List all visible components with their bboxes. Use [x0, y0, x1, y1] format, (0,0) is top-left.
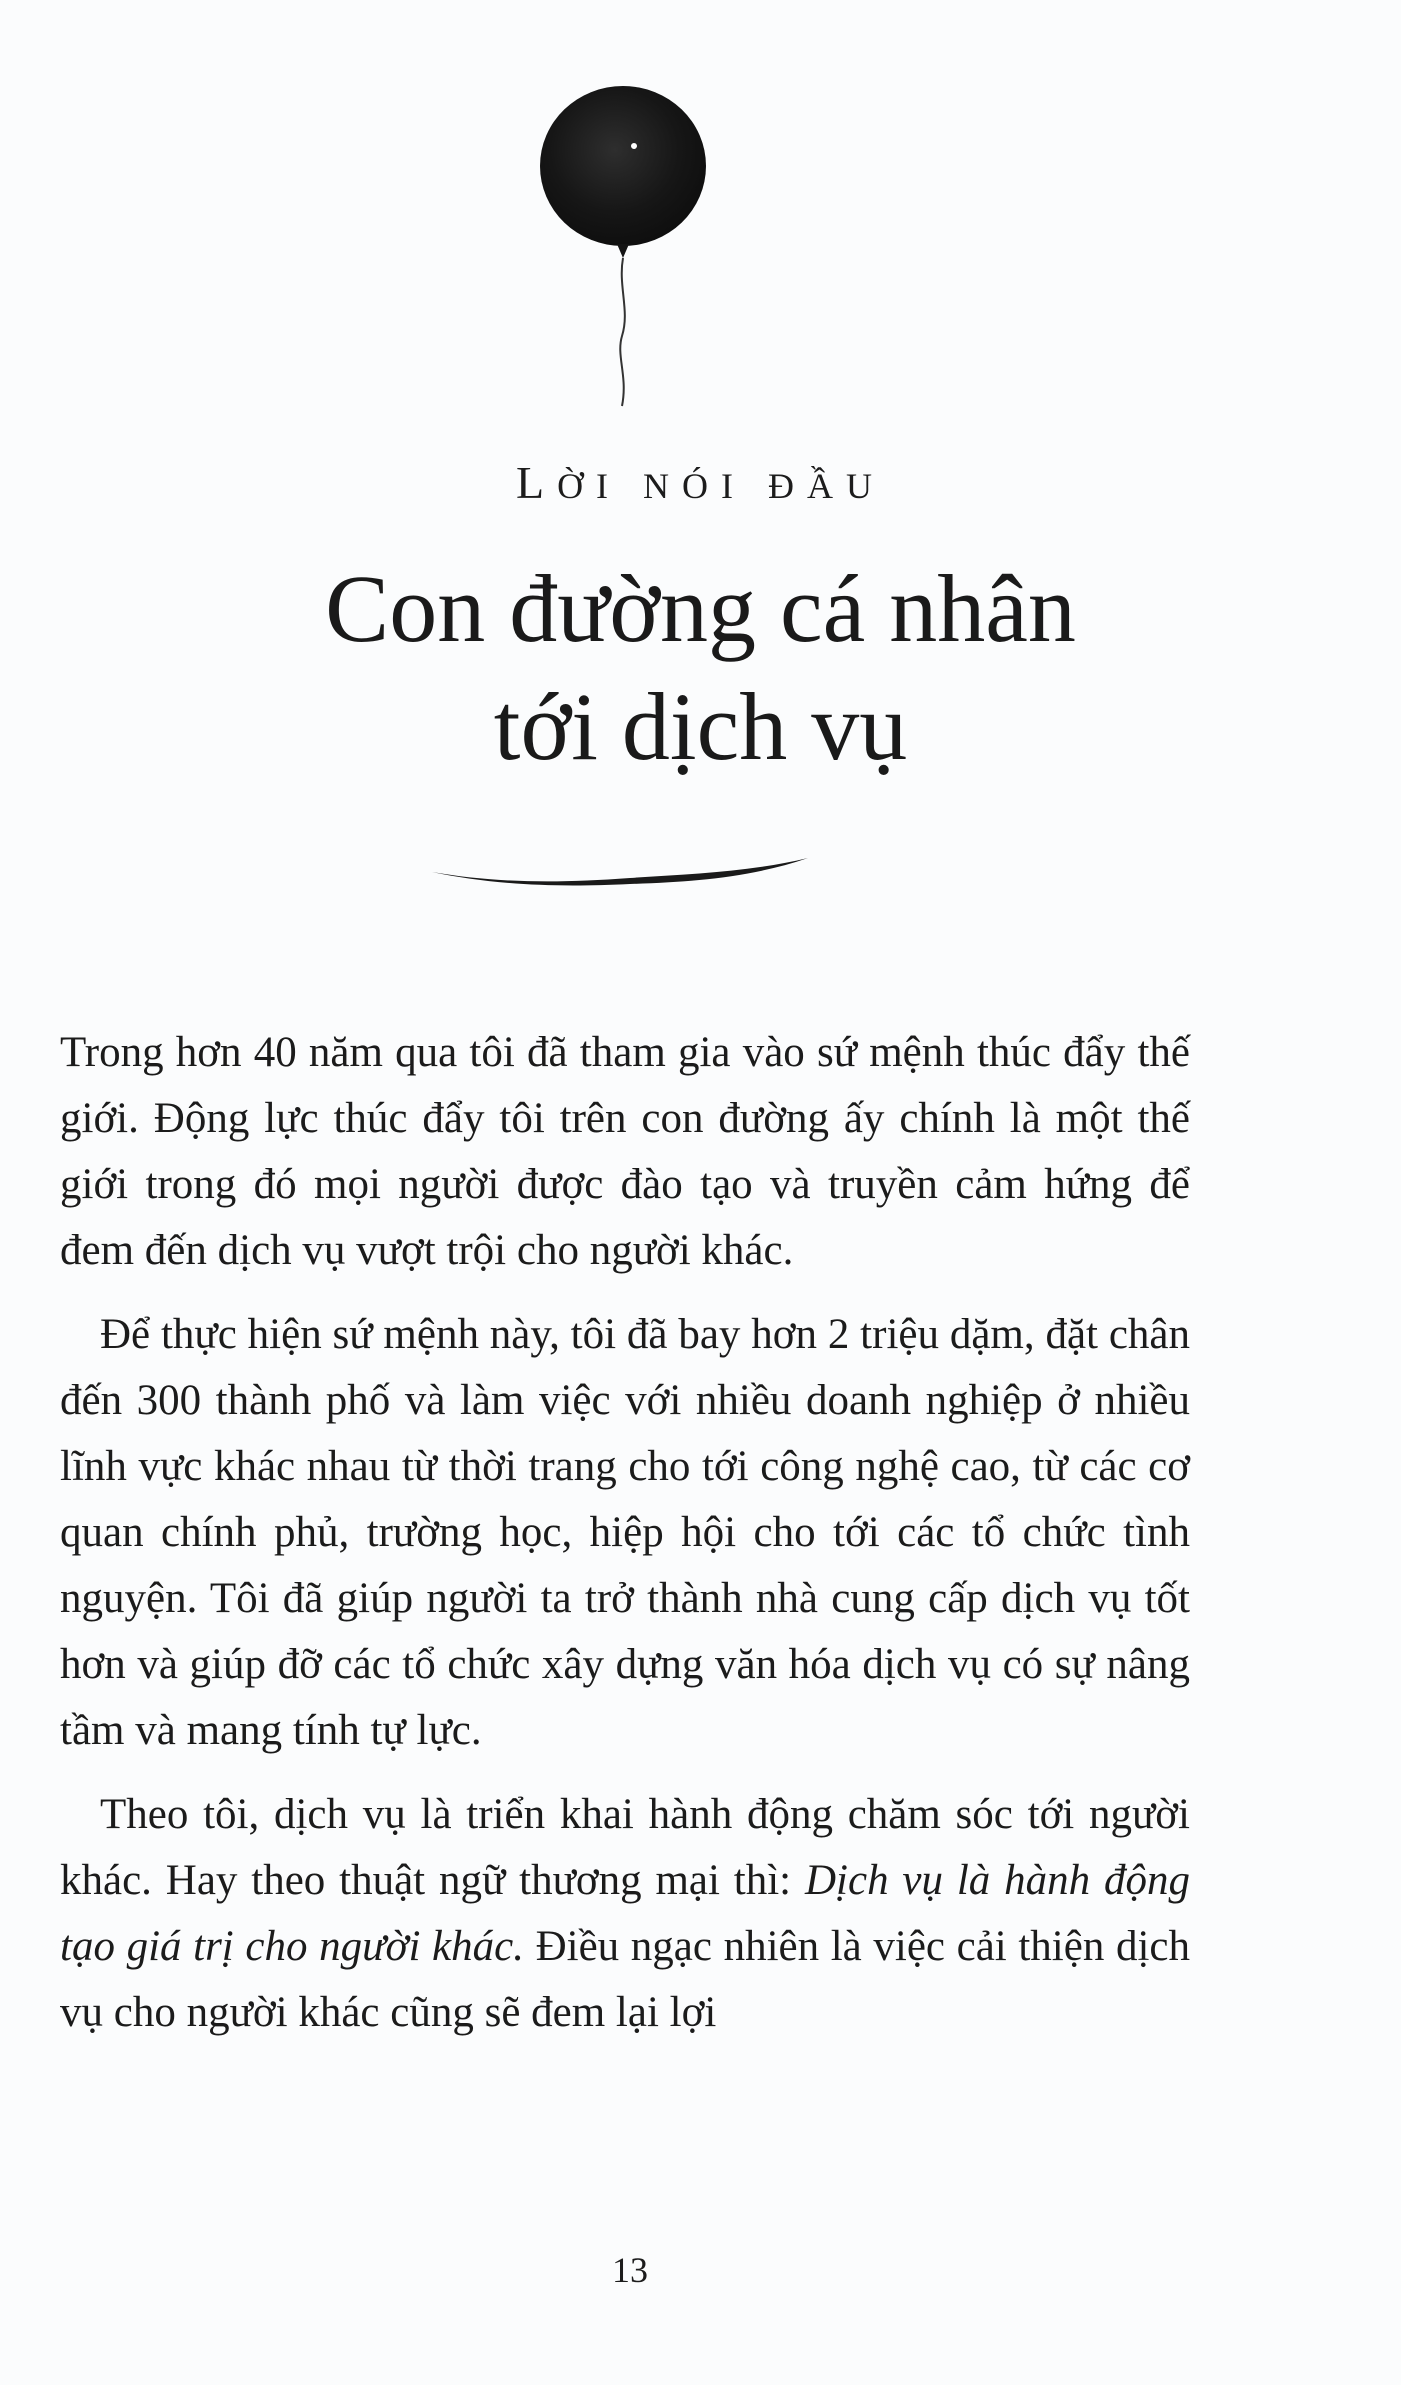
paragraph-1: Trong hơn 40 năm qua tôi đã tham gia vào sứ mệnh thúc đẩy thế giới. Động lực thúc đẩy tôi trên con đường ấy chính là một thế giới trong đó mọi người được đào tạo và truyền cảm hứng để đem đến dịch vụ vượt trội cho người khác. — [60, 1029, 1190, 1274]
paragraph-2: Để thực hiện sứ mệnh này, tôi đã bay hơn 2 triệu dặm, đặt chân đến 300 thành phố và làm việc với nhiều doanh nghiệp ở nhiều lĩnh vực khác nhau từ thời trang cho tới công nghệ cao, từ các cơ quan chính phủ, trường học, hiệp hội cho tới các tổ chức tình nguyện. Tôi đã giúp người ta trở thành nhà cung cấp dịch vụ tốt hơn và giúp đỡ các tổ chức xây dựng văn hóa dịch vụ có sự nâng tầm và mang tính tự lực. — [60, 1311, 1190, 1754]
chapter-title-line2: tới dịch vụ — [493, 673, 908, 780]
paragraph-3-italic: Dịch vụ là hành động tạo giá trị cho người khác. — [60, 1857, 1190, 1970]
swash-divider-icon — [430, 852, 810, 893]
chapter-title-line1: Con đường cá nhân — [325, 555, 1076, 662]
preface-label — [0, 458, 1401, 511]
paragraph-3-start: Theo tôi, dịch vụ là triển khai hành động chăm sóc tới người khác. Hay theo thuật ngữ thương mại thì: — [60, 1791, 1190, 1904]
paragraph-3 — [60, 1782, 1190, 2046]
balloon-icon — [538, 86, 708, 416]
preface-label-rest: ỜI NÓI ĐẦU — [557, 466, 886, 506]
paragraph-3-end: Điều ngạc nhiên là việc cải thiện dịch vụ cho người khác cũng sẽ đem lại lợi — [60, 1923, 1190, 2036]
body-text — [60, 1020, 1190, 2064]
preface-label-initial: L — [515, 457, 558, 508]
page-number: 13 — [612, 2250, 648, 2290]
chapter-title — [0, 550, 1401, 786]
